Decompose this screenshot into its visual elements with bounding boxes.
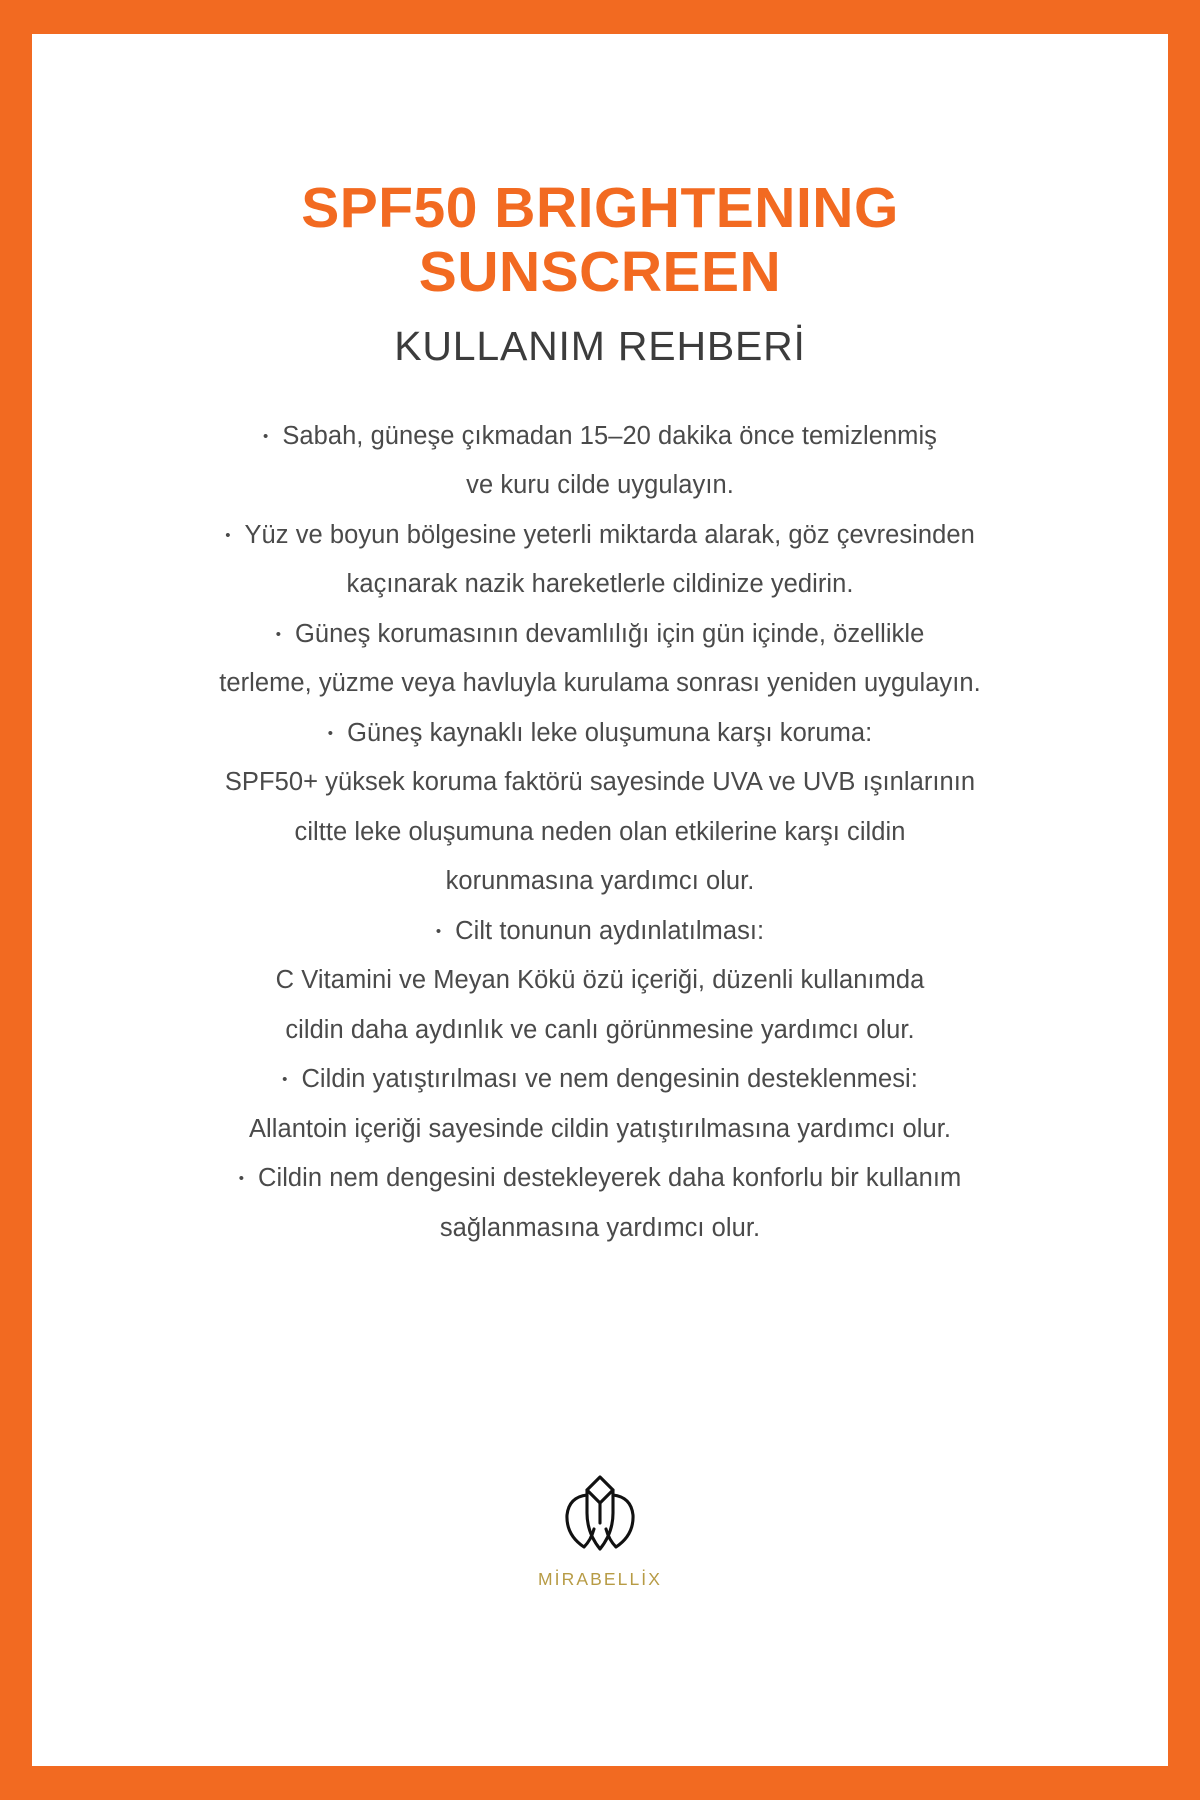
instruction-line: korunmasına yardımcı olur.: [445, 867, 755, 896]
instruction-line: kaçınarak nazik hareketlerle cildinize yedirin.: [346, 570, 854, 599]
brand-name: MİRABELLİX: [537, 1569, 663, 1589]
instruction-line: • Cilt tonunun aydınlatılması:: [32, 907, 1168, 957]
poster-card: [32, 34, 1168, 1766]
instruction-line: cildin daha aydınlık ve canlı görünmesine yardımcı olur.: [285, 1015, 915, 1044]
instruction-line: • Güneş kaynaklı leke oluşumuna karşı koruma:: [32, 709, 1168, 759]
header-block: [32, 176, 1168, 370]
instruction-line: • Güneş korumasının devamlılığı için gün içinde, özellikle: [32, 610, 1168, 660]
page-title: [32, 176, 1168, 305]
instruction-line: ve kuru cilde uygulayın.: [466, 471, 734, 500]
instruction-line: • Yüz ve boyun bölgesine yeterli miktarda alarak, göz çevresinden: [32, 511, 1168, 561]
brand-footer: [32, 1467, 1168, 1590]
page-title-line-1: SPF50 BRIGHTENING: [301, 176, 899, 240]
page-subtitle: KULLANIM REHBERİ: [394, 322, 806, 369]
page-title-line-2: SUNSCREEN: [418, 240, 782, 305]
instruction-line: Allantoin içeriği sayesinde cildin yatıştırılmasına yardımcı olur.: [248, 1114, 951, 1143]
instruction-line: ciltte leke oluşumuna neden olan etkilerine karşı cildin: [294, 817, 906, 846]
instruction-line: • Cildin nem dengesini destekleyerek daha konforlu bir kullanım: [32, 1154, 1168, 1204]
lotus-flower-icon: [558, 1467, 642, 1559]
instruction-line: • Cildin yatıştırılması ve nem dengesinin desteklenmesi:: [32, 1055, 1168, 1105]
instruction-line: terleme, yüzme veya havluyla kurulama sonrası yeniden uygulayın.: [219, 669, 981, 698]
instructions-list: [32, 412, 1168, 1254]
instruction-line: • Sabah, güneşe çıkmadan 15–20 dakika önce temizlenmiş: [32, 412, 1168, 462]
instruction-line: C Vitamini ve Meyan Kökü özü içeriği, düzenli kullanımda: [275, 966, 925, 995]
instruction-line: SPF50+ yüksek koruma faktörü sayesinde UVA ve UVB ışınlarının: [224, 768, 976, 797]
instruction-line: sağlanmasına yardımcı olur.: [439, 1213, 761, 1242]
